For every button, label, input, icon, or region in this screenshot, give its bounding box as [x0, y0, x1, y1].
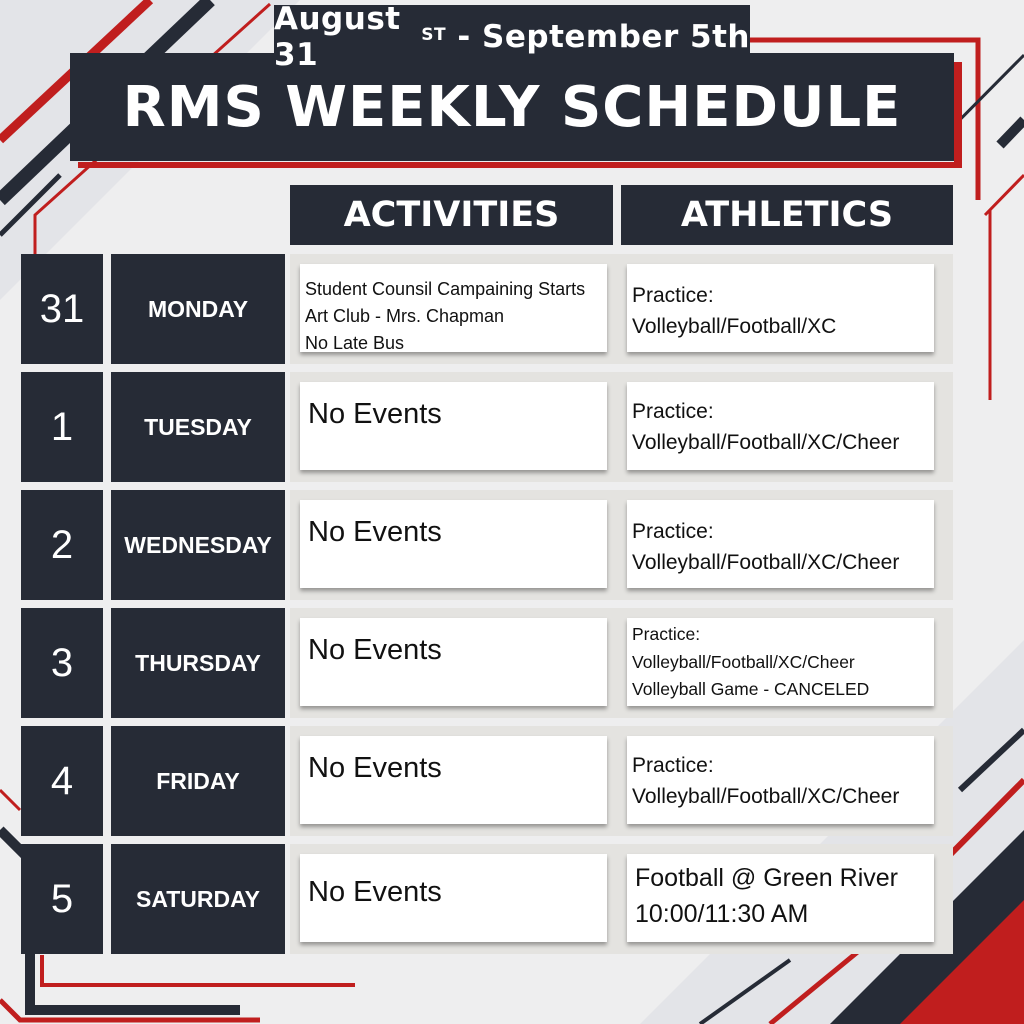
athletics-item: 10:00/11:30 AM	[635, 900, 809, 928]
athletics-column-header: ATHLETICS	[621, 185, 953, 245]
athletics-item: Practice:	[632, 284, 714, 307]
athletics-item: Practice:	[632, 520, 714, 543]
day-number: 3	[21, 608, 103, 718]
title-accent-line	[78, 162, 962, 168]
activities-column-header: ACTIVITIES	[290, 185, 613, 245]
athletics-cell	[627, 618, 934, 706]
athletics-cell	[627, 264, 934, 352]
day-name: THURSDAY	[111, 608, 285, 718]
athletics-item: Practice:	[632, 400, 714, 423]
activity-item: No Events	[308, 752, 442, 784]
athletics-cell	[627, 382, 934, 470]
activities-cell	[300, 382, 607, 470]
athletics-item: Volleyball/Football/XC/Cheer	[632, 551, 900, 574]
day-number: 4	[21, 726, 103, 836]
athletics-item: Football @ Green River	[635, 864, 898, 892]
day-name: MONDAY	[111, 254, 285, 364]
athletics-item: Volleyball/Football/XC/Cheer	[632, 431, 900, 454]
athletics-item: Volleyball Game - CANCELED	[632, 679, 870, 699]
schedule-row-monday	[0, 254, 1024, 364]
schedule-row-friday	[0, 726, 1024, 836]
schedule-row-wednesday	[0, 490, 1024, 600]
day-number: 2	[21, 490, 103, 600]
athletics-item: Practice:	[632, 624, 701, 644]
activities-cell	[300, 500, 607, 588]
date-range-start: August 31	[274, 1, 401, 73]
activities-cell	[300, 618, 607, 706]
activities-cell	[300, 264, 607, 352]
day-number: 5	[21, 844, 103, 954]
date-range-end: - September 5th	[446, 19, 750, 55]
date-range-suffix: ST	[421, 25, 447, 45]
day-name: TUESDAY	[111, 372, 285, 482]
schedule-row-saturday	[0, 844, 1024, 954]
athletics-item: Volleyball/Football/XC/Cheer	[632, 651, 855, 672]
athletics-item: Volleyball/Football/XC	[632, 315, 837, 338]
schedule-row-tuesday	[0, 372, 1024, 482]
athletics-cell	[627, 854, 934, 942]
date-range	[274, 1, 750, 73]
activity-item: No Late Bus	[305, 333, 405, 353]
activity-item: No Events	[308, 634, 442, 666]
schedule-row-thursday	[0, 608, 1024, 718]
day-name: WEDNESDAY	[111, 490, 285, 600]
activity-item: No Events	[308, 876, 442, 908]
activity-item: Art Club - Mrs. Chapman	[305, 306, 505, 326]
athletics-cell	[627, 736, 934, 824]
activity-item: No Events	[308, 516, 442, 548]
activities-cell	[300, 736, 607, 824]
activity-item: No Events	[308, 398, 442, 430]
athletics-item: Volleyball/Football/XC/Cheer	[632, 785, 900, 808]
page-title: RMS WEEKLY SCHEDULE	[70, 53, 954, 161]
activity-item: Student Counsil Campaining Starts	[305, 279, 586, 299]
day-number: 31	[21, 254, 103, 364]
day-number: 1	[21, 372, 103, 482]
athletics-item: Practice:	[632, 754, 714, 777]
day-name: FRIDAY	[111, 726, 285, 836]
title-accent-side	[954, 62, 962, 168]
activities-cell	[300, 854, 607, 942]
day-name: SATURDAY	[111, 844, 285, 954]
athletics-cell	[627, 500, 934, 588]
